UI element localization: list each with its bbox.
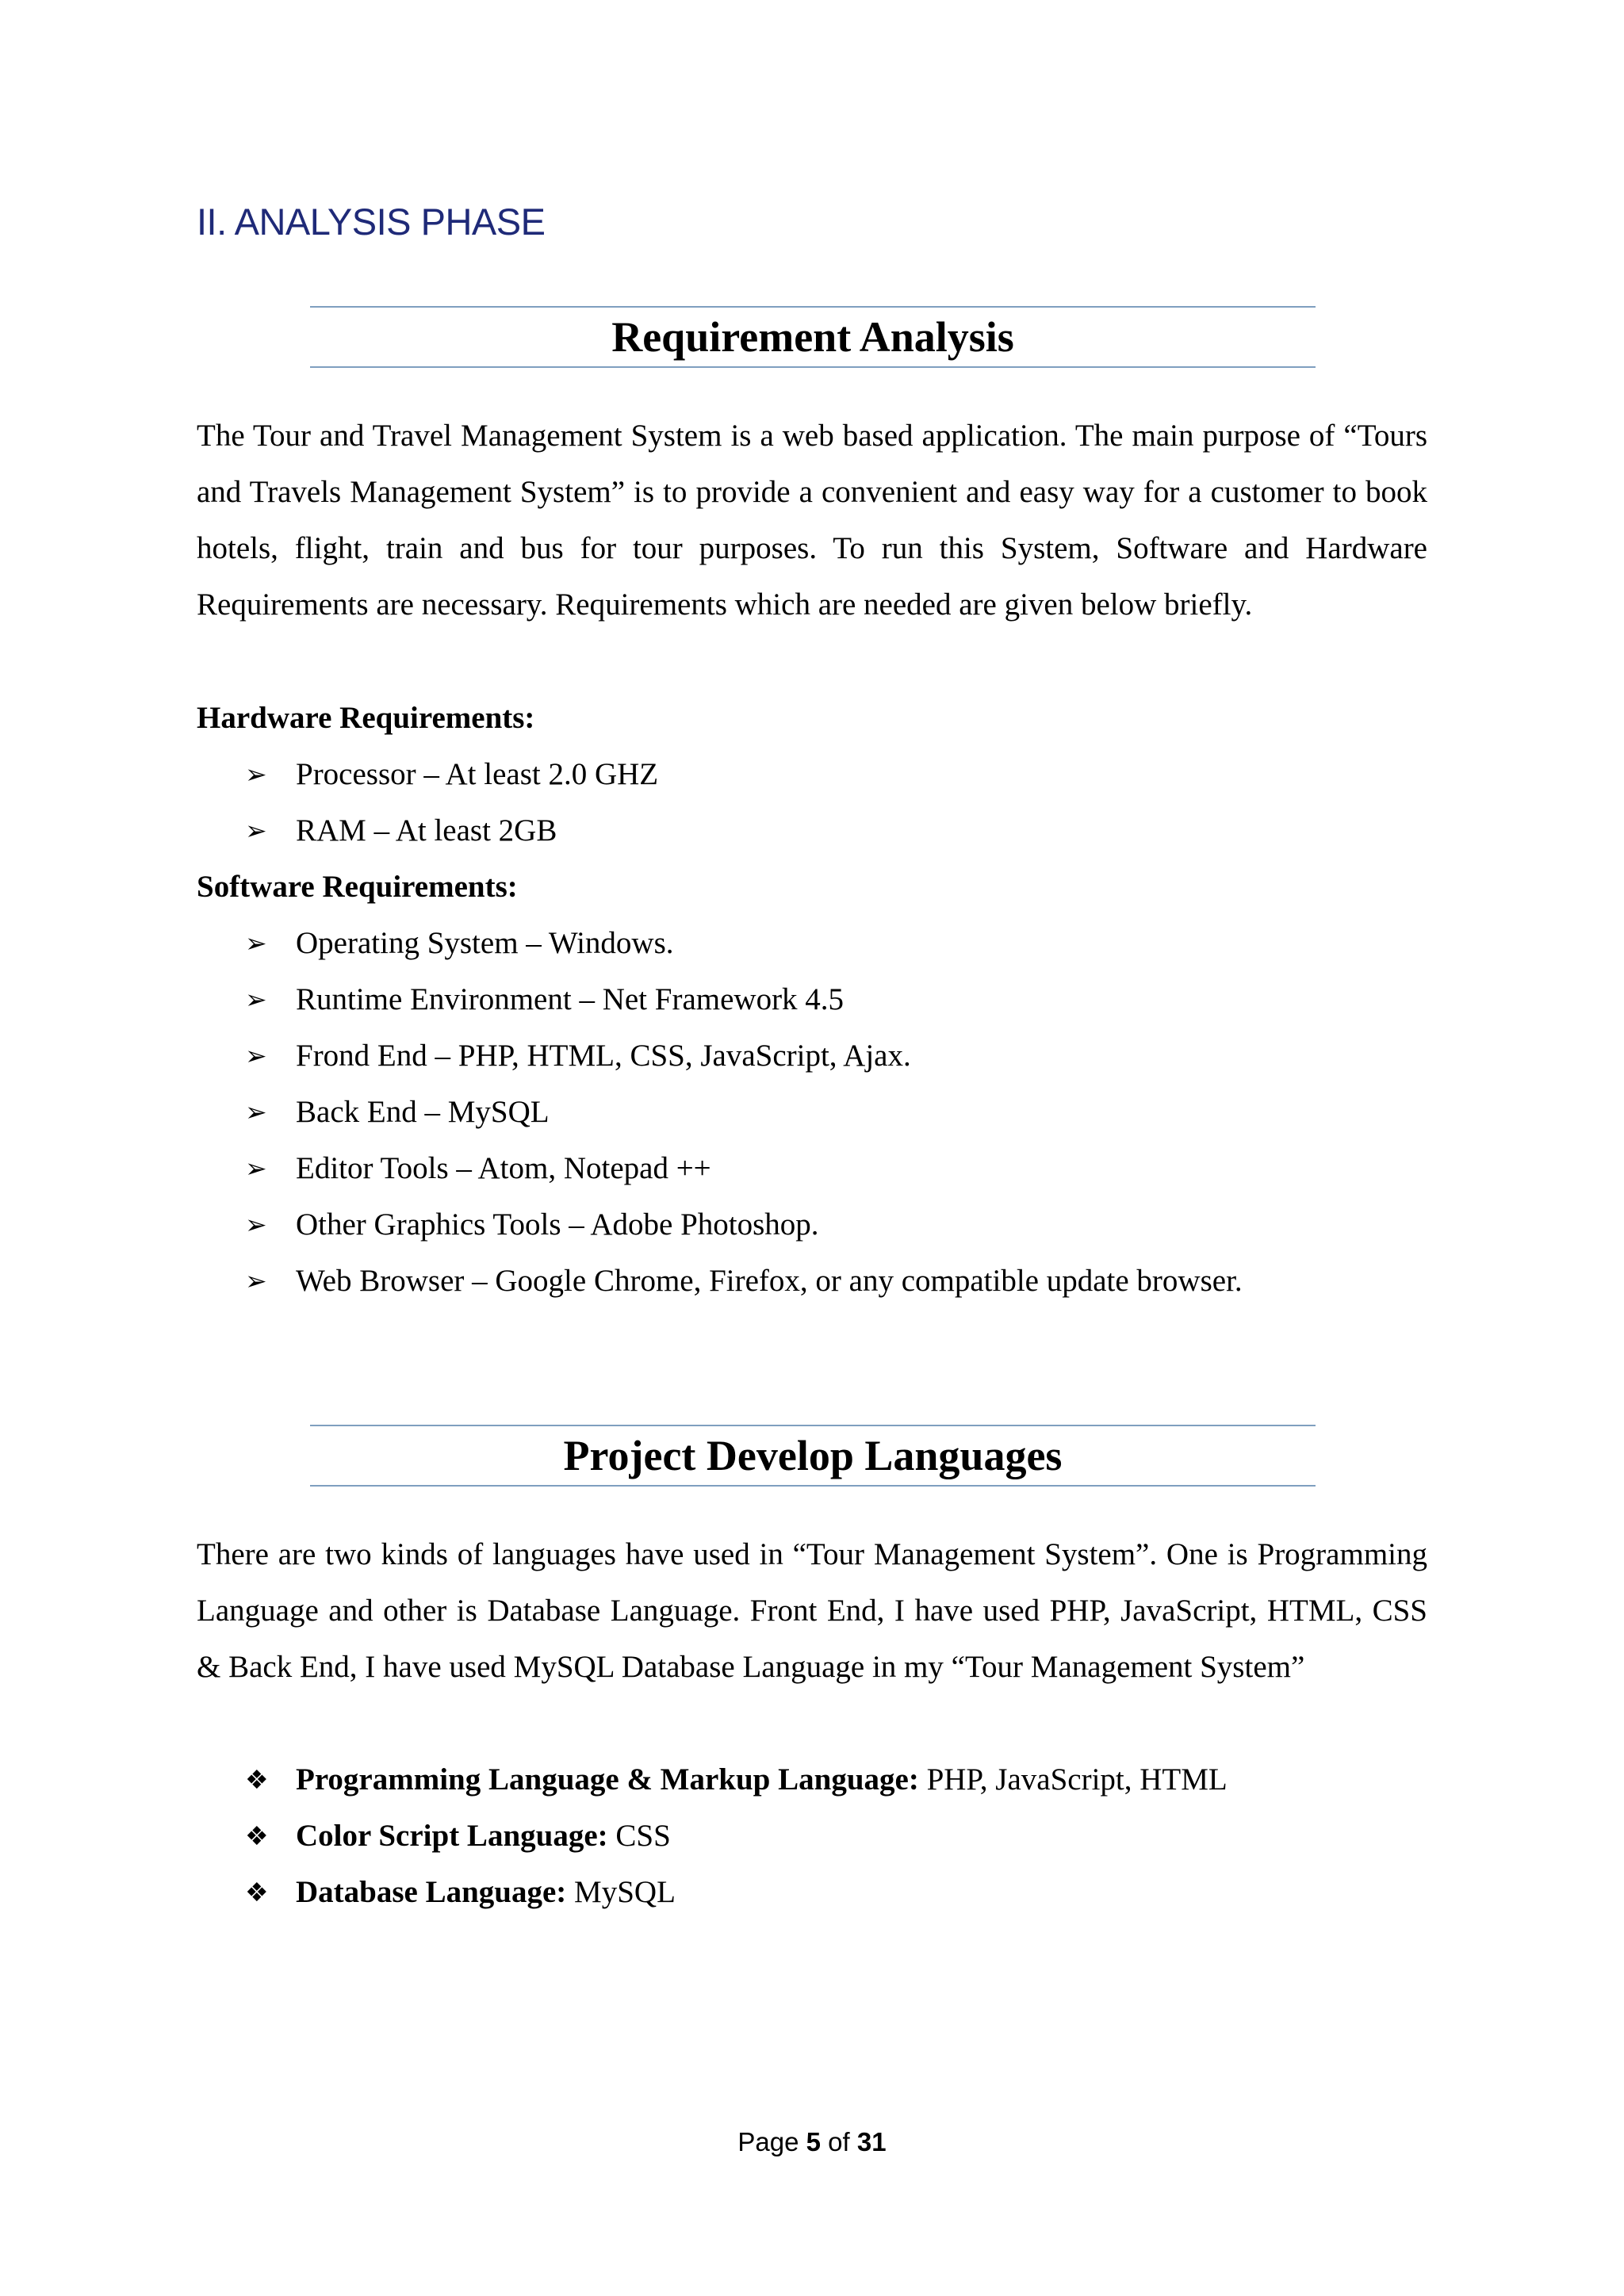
- arrowhead-bullet-icon: ➢: [245, 1153, 267, 1184]
- page-label: Page: [737, 2127, 799, 2156]
- list-item: ➢ RAM – At least 2GB: [245, 813, 557, 848]
- requirement-analysis-title-box: [310, 306, 1316, 368]
- list-item: ➢ Other Graphics Tools – Adobe Photoshop.: [245, 1207, 819, 1242]
- arrowhead-bullet-icon: ➢: [245, 815, 267, 846]
- arrowhead-bullet-icon: ➢: [245, 984, 267, 1015]
- list-item: ➢ Editor Tools – Atom, Notepad ++: [245, 1151, 711, 1185]
- requirement-analysis-paragraph: The Tour and Travel Management System is a web based application. The main purpose of “Tours and Travels Management System” is to provide a convenient and easy way for a customer to book hotels, flight, train and bus for tour purposes. To run this System, Software and Hardware Requirements are necessary. Requirements which are needed are given below briefly.: [197, 419, 1427, 622]
- arrowhead-bullet-icon: ➢: [245, 928, 267, 959]
- arrowhead-bullet-icon: ➢: [245, 1265, 267, 1296]
- page-separator: of: [828, 2127, 850, 2156]
- languages-list: [245, 1751, 1228, 1920]
- software-requirements-heading: Software Requirements:: [197, 870, 518, 904]
- list-item: ❖ Database Language: MySQL: [245, 1875, 676, 1909]
- total-page-count: 31: [856, 2127, 887, 2156]
- page-footer: [0, 2127, 1624, 2157]
- four-diamond-bullet-icon: ❖: [245, 1820, 269, 1851]
- project-languages-paragraph: There are two kinds of languages have used in “Tour Management System”. One is Programming Language and other is Database Language. Front End, I have used PHP, JavaScript, HTML, CSS & Back End, I have used MySQL Database Language in my “Tour Management System”: [197, 1537, 1427, 1684]
- list-item: ❖ Programming Language & Markup Language: PHP, JavaScript, HTML: [245, 1762, 1228, 1797]
- list-item: ➢ Operating System – Windows.: [245, 926, 674, 960]
- list-item: ➢ Back End – MySQL: [245, 1095, 550, 1129]
- list-item: ❖ Color Script Language: CSS: [245, 1819, 671, 1853]
- hardware-requirements-heading: Hardware Requirements:: [197, 701, 535, 735]
- project-languages-title-box: [310, 1425, 1316, 1487]
- list-item: ➢ Web Browser – Google Chrome, Firefox, or any compatible update browser.: [245, 1264, 1243, 1298]
- section-heading: II. ANALYSIS PHASE: [197, 201, 546, 243]
- requirement-analysis-title: Requirement Analysis: [611, 313, 1014, 361]
- arrowhead-bullet-icon: ➢: [245, 1040, 267, 1071]
- list-item: ➢ Processor – At least 2.0 GHZ: [245, 757, 659, 791]
- arrowhead-bullet-icon: ➢: [245, 1209, 267, 1240]
- four-diamond-bullet-icon: ❖: [245, 1764, 269, 1795]
- arrowhead-bullet-icon: ➢: [245, 759, 267, 790]
- software-requirements-list: [245, 915, 1243, 1309]
- four-diamond-bullet-icon: ❖: [245, 1877, 269, 1908]
- hardware-requirements-list: [245, 746, 658, 859]
- arrowhead-bullet-icon: ➢: [245, 1096, 267, 1127]
- project-languages-title: Project Develop Languages: [563, 1432, 1063, 1479]
- list-item: ➢ Runtime Environment – Net Framework 4.5: [245, 982, 845, 1016]
- list-item: ➢ Frond End – PHP, HTML, CSS, JavaScript, Ajax.: [245, 1039, 911, 1073]
- current-page-number: 5: [806, 2127, 821, 2156]
